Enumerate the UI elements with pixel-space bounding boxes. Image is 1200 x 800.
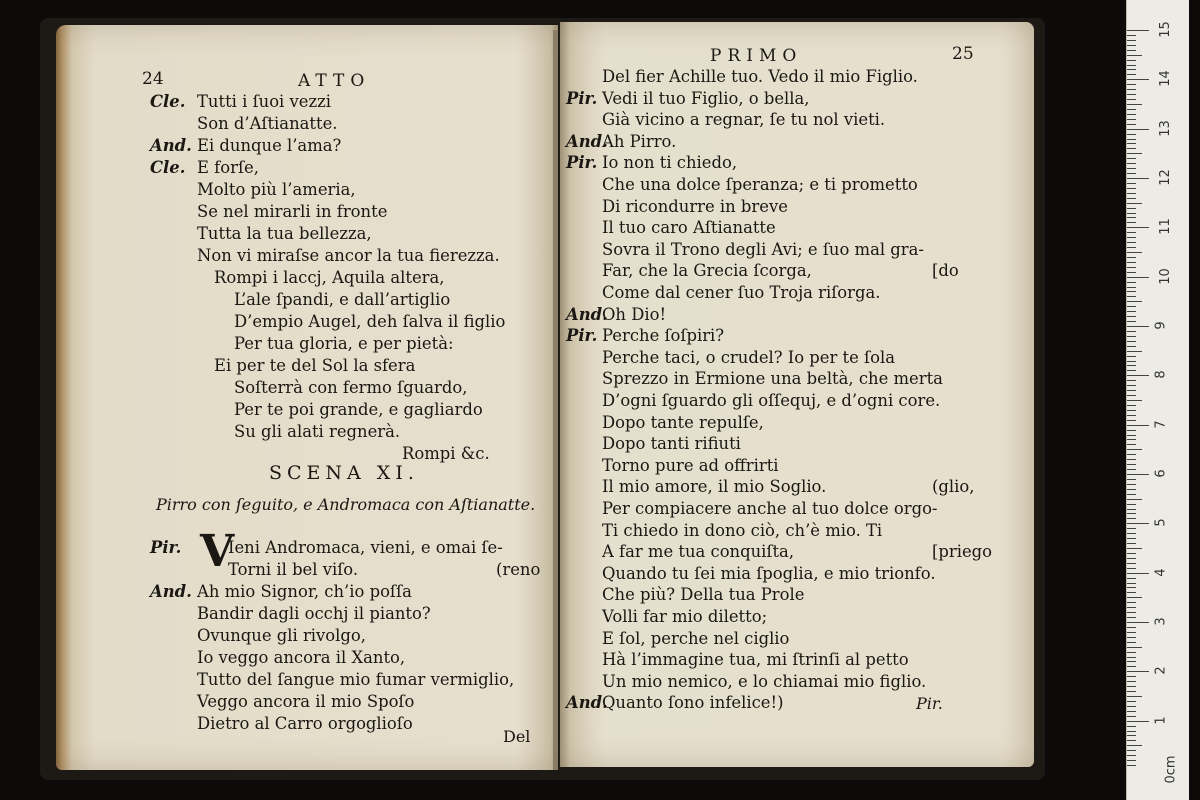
ruler-tick <box>1127 326 1149 327</box>
ruler-tick <box>1127 676 1136 677</box>
speaker-label: Pir. <box>566 153 598 173</box>
ruler-tick <box>1127 587 1136 588</box>
ruler-tick <box>1127 168 1136 169</box>
ruler-tick <box>1127 499 1142 500</box>
verse-line: Quando tu ſei mia ſpoglia, e mio trionfo. <box>602 563 936 583</box>
ruler-tick <box>1127 479 1136 480</box>
ruler-tick <box>1127 257 1136 258</box>
ruler-tick <box>1127 420 1136 421</box>
ruler-tick <box>1127 765 1136 766</box>
ruler-tick <box>1127 528 1136 529</box>
ruler-tick <box>1127 375 1149 376</box>
verse-line: Dopo tanti rifiuti <box>602 434 741 454</box>
ruler-tick <box>1127 642 1136 643</box>
ruler-tick <box>1127 647 1142 648</box>
ruler-label: 7 <box>1153 420 1169 429</box>
ruler-tick <box>1127 533 1136 534</box>
ruler-tick <box>1127 365 1136 366</box>
ruler-tick <box>1127 740 1136 741</box>
ruler-tick <box>1127 671 1149 672</box>
ruler-tick <box>1127 454 1136 455</box>
ruler-tick <box>1127 627 1136 628</box>
ruler-tick <box>1127 203 1142 204</box>
ruler-tick <box>1127 459 1136 460</box>
verse-line: Non vi miraſse ancor la tua fierezza. <box>197 246 500 265</box>
ruler-tick <box>1127 666 1136 667</box>
ruler-tick <box>1127 178 1149 179</box>
verse-line: Bandir dagli occhj il pianto? <box>197 604 431 623</box>
verse-line: Il tuo caro Aſtianatte <box>602 218 776 238</box>
ruler-tick <box>1127 99 1136 100</box>
ruler-tick <box>1127 198 1136 199</box>
verse-line: Su gli alati regnerà. <box>234 422 401 441</box>
ruler-tick <box>1127 509 1136 510</box>
ruler-tick <box>1127 242 1136 243</box>
turnover-fragment: [do <box>932 261 959 281</box>
ruler-tick <box>1127 563 1136 564</box>
verse-line: Soſterrà con fermo ſguardo, <box>234 378 468 397</box>
ruler-tick <box>1127 74 1136 75</box>
ruler-label: 6 <box>1153 469 1169 478</box>
ruler-tick <box>1127 750 1136 751</box>
ruler-tick <box>1127 109 1136 110</box>
speaker-label: Cle. <box>150 158 186 177</box>
ruler-tick <box>1127 148 1136 149</box>
ruler-tick <box>1127 287 1136 288</box>
ruler-tick <box>1127 538 1136 539</box>
ruler-tick <box>1127 622 1149 623</box>
ruler-tick <box>1127 361 1136 362</box>
ruler-label: 15 <box>1157 21 1173 38</box>
verse-line: Come dal cener ſuo Troja riſorga. <box>602 283 881 302</box>
verse-line: Già vicino a regnar, ſe tu nol vieti. <box>602 110 886 130</box>
ruler-tick <box>1127 597 1142 598</box>
ruler-tick <box>1127 316 1136 317</box>
ruler-tick <box>1127 464 1136 465</box>
left-page-number: 24 <box>142 69 164 89</box>
ruler-tick <box>1127 469 1136 470</box>
ruler-tick <box>1127 553 1136 554</box>
ruler-tick <box>1127 114 1136 115</box>
ruler-tick <box>1127 50 1136 51</box>
ruler-tick <box>1127 55 1142 56</box>
ruler-tick <box>1127 568 1136 569</box>
drop-capital: V <box>200 526 235 577</box>
verse-line: E forſe, <box>197 158 259 177</box>
ruler-tick <box>1127 104 1142 105</box>
ruler-label: 12 <box>1157 169 1173 186</box>
verse-line: Tutto del ſangue mio fumar vermiglio, <box>197 670 515 689</box>
ruler-tick <box>1127 691 1136 692</box>
ruler-tick <box>1127 518 1136 519</box>
ruler-tick <box>1127 425 1149 426</box>
ruler-tick <box>1127 65 1136 66</box>
ruler-tick <box>1127 721 1149 722</box>
ruler-tick <box>1127 755 1136 756</box>
right-running-head: PRIMO <box>710 46 803 66</box>
ruler-tick <box>1127 69 1136 70</box>
verse-line: Io veggo ancora il Xanto, <box>197 648 406 667</box>
ruler-tick <box>1127 494 1136 495</box>
ruler-tick <box>1127 272 1136 273</box>
left-page <box>56 25 558 770</box>
turnover-fragment: [priego <box>932 542 993 562</box>
left-catchword: Del <box>503 727 531 746</box>
ruler-tick <box>1127 385 1136 386</box>
ruler-tick <box>1127 449 1142 450</box>
ruler-tick <box>1127 282 1136 283</box>
verse-line: Rompi &c. <box>402 444 490 463</box>
ruler-tick <box>1127 583 1136 584</box>
ruler-tick <box>1127 735 1136 736</box>
verse-line: Ei per te del Sol la sfera <box>214 356 416 375</box>
ruler-tick <box>1127 129 1149 130</box>
ruler-label: 2 <box>1153 666 1169 675</box>
ruler-tick <box>1127 686 1136 687</box>
ruler-tick <box>1127 79 1149 80</box>
verse-line: Perche ſoſpiri? <box>602 326 725 346</box>
ruler-label: 13 <box>1157 119 1173 137</box>
ruler-tick <box>1127 208 1136 209</box>
ruler-tick <box>1127 267 1136 268</box>
verse-line: Perche taci, o crudel? Io per te ſola <box>602 347 895 367</box>
verse-line: E ſol, perche nel ciglio <box>602 628 790 648</box>
ruler-tick <box>1127 548 1142 549</box>
ruler-tick <box>1127 711 1136 712</box>
verse-line: Far, che la Grecia ſcorga, <box>602 261 812 281</box>
ruler-tick <box>1127 237 1136 238</box>
verse-line: D’empio Augel, deh ſalva il figlio <box>234 312 506 331</box>
ruler-tick <box>1127 415 1136 416</box>
ruler-tick <box>1127 612 1136 613</box>
ruler-tick <box>1127 60 1136 61</box>
verse-line: Per compiacere anche al tuo dolce orgo- <box>602 499 938 518</box>
ruler-label: 3 <box>1153 617 1169 626</box>
ruler-tick <box>1127 513 1136 514</box>
verse-line: Quanto ſono infelice!) <box>602 693 784 713</box>
ruler-tick <box>1127 726 1136 727</box>
ruler-tick <box>1127 696 1142 697</box>
ruler-tick <box>1127 400 1142 401</box>
verse-line: Del fier Achille tuo. Vedo il mio Figlio. <box>602 67 918 86</box>
ruler-tick <box>1127 188 1136 189</box>
ruler-tick <box>1127 94 1136 95</box>
ruler-tick <box>1127 158 1136 159</box>
speaker-label: And. <box>566 131 608 151</box>
verse-line: Che più? Della tua Prole <box>602 585 805 605</box>
ruler-tick <box>1127 40 1136 41</box>
verse-line: Torno pure ad offrirti <box>602 455 779 475</box>
ruler-tick <box>1127 173 1136 174</box>
ruler-tick <box>1127 213 1136 214</box>
verse-line: Tutta la tua bellezza, <box>197 224 372 243</box>
verse-line: Ah mio Signor, ch’io poſſa <box>197 582 412 601</box>
ruler-label: 14 <box>1157 70 1173 88</box>
ruler-tick <box>1127 143 1136 144</box>
speaker-label: Pir. <box>566 326 598 346</box>
ruler-tick <box>1127 523 1149 524</box>
verse-line: Son d’Aſtianatte. <box>197 114 338 133</box>
ruler-tick <box>1127 444 1136 445</box>
verse-line: A far me tua conquiſta, <box>602 542 795 562</box>
ruler-tick <box>1127 706 1136 707</box>
verse-line: Dopo tante repulſe, <box>602 412 764 432</box>
ruler-tick <box>1127 607 1136 608</box>
ruler-label: 4 <box>1153 568 1169 577</box>
verse-line: Sovra il Trono degli Avi; e ſuo mal gra- <box>602 239 924 259</box>
ruler-tick <box>1127 351 1142 352</box>
ruler-tick <box>1127 296 1136 297</box>
verse-line: Molto più l’ameria, <box>197 180 356 199</box>
ruler-tick <box>1127 380 1136 381</box>
ruler-tick <box>1127 395 1136 396</box>
ruler-tick <box>1127 430 1136 431</box>
ruler-tick <box>1127 558 1136 559</box>
ruler-tick <box>1127 222 1136 223</box>
verse-line: L’ale ſpandi, e dall’artiglio <box>234 290 451 309</box>
verse-line: Sprezzo in Ermione una beltà, che merta <box>602 369 943 389</box>
ruler-tick <box>1127 217 1136 218</box>
verse-line: Che una dolce ſperanza; e ti prometto <box>602 175 918 194</box>
ruler-tick <box>1127 760 1136 761</box>
ruler-tick <box>1127 311 1136 312</box>
ruler-tick <box>1127 153 1142 154</box>
ruler-tick <box>1127 119 1136 120</box>
ruler-label: 5 <box>1153 518 1169 527</box>
ruler-tick <box>1127 661 1136 662</box>
verse-line: Vedi il tuo Figlio, o bella, <box>602 88 810 108</box>
scene-title: SCENA XI. <box>269 462 419 484</box>
ruler-tick <box>1127 262 1136 263</box>
ruler-tick <box>1127 405 1136 406</box>
ruler-tick <box>1127 592 1136 593</box>
ruler-label: 10 <box>1157 267 1173 285</box>
left-running-head: ATTO <box>298 71 371 91</box>
verse-line: Ieni Andromaca, vieni, e omai ſe- <box>228 538 503 557</box>
verse-line: Di ricondurre in breve <box>602 196 788 216</box>
verse-line: Rompi i laccj, Aquila altera, <box>214 268 445 287</box>
ruler-tick <box>1127 632 1136 633</box>
ruler-tick <box>1127 439 1136 440</box>
ruler-tick <box>1127 346 1136 347</box>
ruler-tick <box>1127 652 1136 653</box>
verse-line: Io non ti chiedo, <box>602 153 738 173</box>
ruler-tick <box>1127 306 1136 307</box>
verse-line: Per te poi grande, e gagliardo <box>234 400 483 419</box>
verse-line: Ah Pirro. <box>602 131 677 151</box>
ruler-tick <box>1127 277 1149 278</box>
right-page-number: 25 <box>952 44 974 64</box>
ruler-tick <box>1127 183 1136 184</box>
ruler-label: 9 <box>1153 321 1169 330</box>
ruler-tick <box>1127 657 1136 658</box>
ruler-tick <box>1127 341 1136 342</box>
speaker-label: And. <box>566 304 608 324</box>
ruler-tick <box>1127 232 1136 233</box>
ruler-tick <box>1127 35 1136 36</box>
ruler-tick <box>1127 291 1136 292</box>
ruler-label: 8 <box>1153 370 1169 379</box>
turnover-fragment: (glio, <box>932 477 975 497</box>
ruler-tick <box>1127 731 1136 732</box>
ruler-label: 11 <box>1157 218 1173 236</box>
verse-line: Ovunque gli rivolgo, <box>197 626 366 645</box>
verse-line: Veggo ancora il mio Spoſo <box>197 692 415 711</box>
verse-line: Hà l’immagine tua, mi ſtrinſi al petto <box>602 650 909 670</box>
verse-line: Per tua gloria, e per pietà: <box>234 334 454 353</box>
verse-line: Se nel mirarli in fronte <box>197 202 388 221</box>
ruler-tick <box>1127 484 1136 485</box>
ruler-tick <box>1127 435 1136 436</box>
ruler-tick <box>1127 336 1136 337</box>
ruler-tick <box>1127 745 1142 746</box>
measurement-ruler <box>1126 0 1189 800</box>
speaker-label: And. <box>150 582 192 601</box>
ruler-tick <box>1127 30 1149 31</box>
ruler-tick <box>1127 716 1136 717</box>
speaker-label: Pir. <box>150 538 182 557</box>
ruler-tick <box>1127 45 1136 46</box>
verse-line: Volli far mio diletto; <box>602 607 768 626</box>
ruler-tick <box>1127 139 1136 140</box>
ruler-tick <box>1127 193 1136 194</box>
verse-line: Tutti i ſuoi vezzi <box>197 92 331 111</box>
verse-line: Un mio nemico, e lo chiamai mio figlio. <box>602 671 927 691</box>
verse-line: Oh Dio! <box>602 304 667 324</box>
turnover-fragment: (reno <box>496 560 541 579</box>
ruler-tick <box>1127 89 1136 90</box>
ruler-tick <box>1127 637 1136 638</box>
verse-line: Ei dunque l’ama? <box>197 136 342 155</box>
ruler-tick <box>1127 84 1136 85</box>
verse-line: Ti chiedo in dono ciò, ch’è mio. Ti <box>602 520 883 540</box>
ruler-tick <box>1127 602 1136 603</box>
ruler-tick <box>1127 410 1136 411</box>
verse-line: Torni il bel viſo. <box>228 560 359 579</box>
ruler-tick <box>1127 252 1142 253</box>
ruler-label: 0cm <box>1163 755 1179 784</box>
speaker-label: And. <box>150 136 192 155</box>
ruler-tick <box>1127 227 1149 228</box>
ruler-tick <box>1127 504 1136 505</box>
ruler-tick <box>1127 331 1136 332</box>
ruler-tick <box>1127 474 1149 475</box>
ruler-tick <box>1127 124 1136 125</box>
ruler-tick <box>1127 321 1136 322</box>
right-catchword: Pir. <box>916 694 943 713</box>
speaker-label: And. <box>566 693 608 713</box>
verse-line: Il mio amore, il mio Soglio. <box>602 477 827 497</box>
verse-line: Dietro al Carro orgoglioſo <box>197 714 413 733</box>
ruler-tick <box>1127 701 1136 702</box>
ruler-tick <box>1127 617 1136 618</box>
ruler-tick <box>1127 390 1136 391</box>
ruler-tick <box>1127 543 1136 544</box>
speaker-label: Cle. <box>150 92 186 111</box>
ruler-tick <box>1127 681 1136 682</box>
ruler-tick <box>1127 301 1142 302</box>
ruler-tick <box>1127 247 1136 248</box>
scene-rubric: Pirro con ſeguito, e Andromaca con Aſtianatte. <box>156 495 536 514</box>
ruler-tick <box>1127 134 1136 135</box>
verse-line: D’ogni ſguardo gli oſſequj, e d’ogni core. <box>602 391 941 410</box>
ruler-tick <box>1127 578 1136 579</box>
ruler-tick <box>1127 356 1136 357</box>
ruler-label: 1 <box>1153 716 1169 725</box>
ruler-tick <box>1127 489 1136 490</box>
ruler-tick <box>1127 573 1149 574</box>
ruler-tick <box>1127 163 1136 164</box>
ruler-tick <box>1127 370 1136 371</box>
right-page <box>560 22 1034 767</box>
speaker-label: Pir. <box>566 88 598 108</box>
